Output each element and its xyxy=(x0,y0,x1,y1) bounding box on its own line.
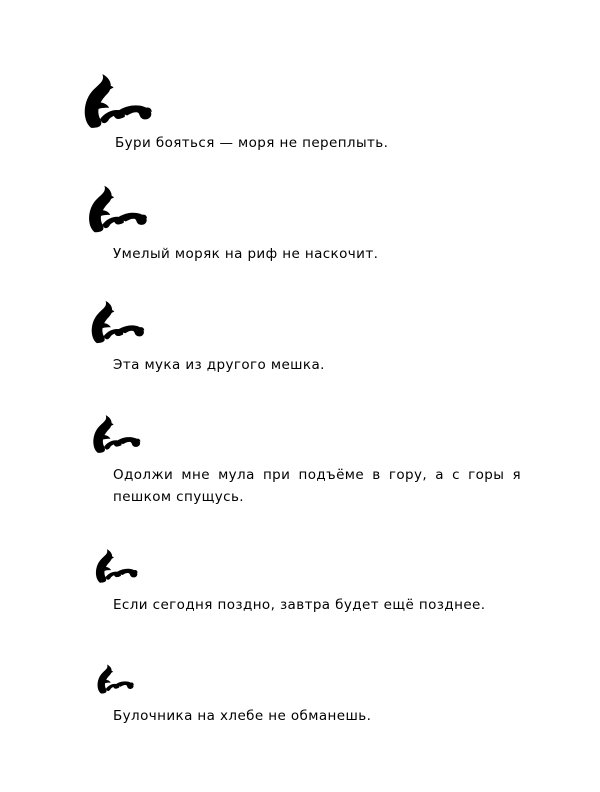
proverb-text: Булочника на хлебе не обманешь. xyxy=(113,708,372,724)
floral-swirl-icon xyxy=(80,68,154,134)
floral-swirl-icon xyxy=(93,545,139,587)
proverb-text: Одолжи мне мула при подъёме в гору, а с горы я пешком спущусь. xyxy=(113,467,521,505)
floral-swirl-icon xyxy=(90,410,142,458)
proverb-text: Если сегодня поздно, завтра будет ещё позднее. xyxy=(113,597,486,613)
proverb-text: Эта мука из другого мешка. xyxy=(113,357,325,373)
floral-swirl-icon xyxy=(95,660,135,698)
floral-swirl-icon xyxy=(88,296,146,348)
floral-swirl-icon xyxy=(85,181,149,237)
proverb-text: Умелый моряк на риф не наскочит. xyxy=(113,246,379,262)
proverb-text: Бури бояться — моря не переплыть. xyxy=(115,135,389,151)
